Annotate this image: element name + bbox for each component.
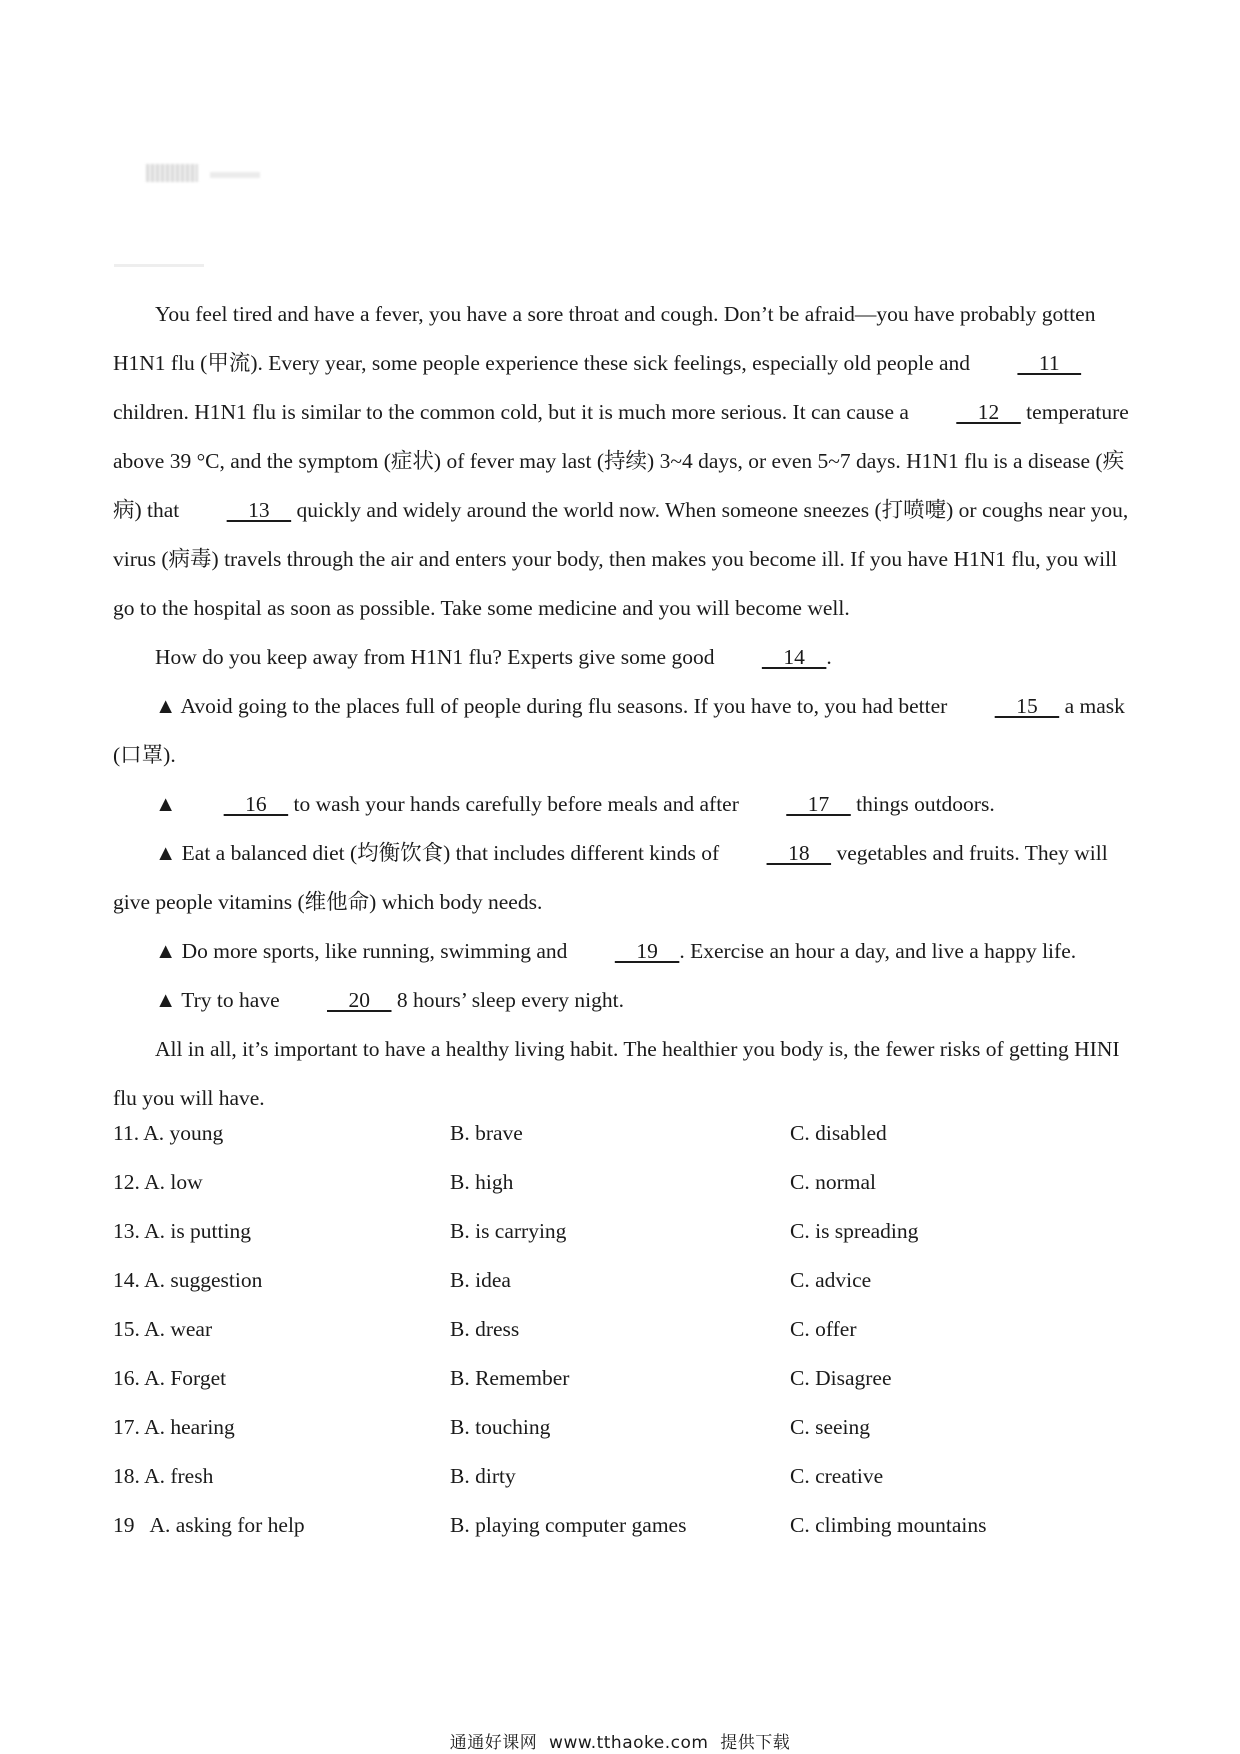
tip-3: ▲ Eat a balanced diet (均衡饮食) that includes different kinds of 18 vegetables and fruits. They will give people vitamins (维他命) which body needs.: [113, 829, 1133, 927]
tip-5: ▲ Try to have 20 8 hours’ sleep every night.: [113, 976, 1133, 1025]
option-row: [113, 1366, 1133, 1415]
page-footer: 通通好课网 www.tthaoke.com 提供下载: [449, 1733, 791, 1753]
option-c: C. Disagree: [790, 1366, 892, 1390]
option-c: C. seeing: [790, 1415, 871, 1439]
option-b: B. touching: [450, 1415, 551, 1439]
option-a: 13. A. is putting: [113, 1219, 251, 1243]
option-a: 19 A. asking for help: [113, 1513, 305, 1537]
option-b: B. dirty: [450, 1464, 516, 1488]
blank-18: 18: [766, 841, 832, 865]
option-a: 12. A. low: [113, 1170, 203, 1194]
option-b: B. dress: [450, 1317, 520, 1341]
option-c: C. climbing mountains: [790, 1513, 987, 1537]
option-c: C. is spreading: [790, 1219, 919, 1243]
option-a: 17. A. hearing: [113, 1415, 235, 1439]
blank-13: 13: [226, 498, 292, 522]
paragraph-2: How do you keep away from H1N1 flu? Experts give some good 14 .: [113, 633, 1133, 682]
option-b: B. brave: [450, 1121, 523, 1145]
option-b: B. idea: [450, 1268, 511, 1292]
option-row: [113, 1121, 1133, 1170]
option-c: C. creative: [790, 1464, 884, 1488]
option-b: B. playing computer games: [450, 1513, 687, 1537]
scan-artifact: [210, 172, 260, 178]
blank-14: 14: [761, 645, 827, 669]
blank-17: 17: [786, 792, 851, 816]
tip-2: ▲ 16 to wash your hands carefully before meals and after 17 things outdoors.: [113, 780, 1133, 829]
option-b: B. high: [450, 1170, 514, 1194]
option-a: 16. A. Forget: [113, 1366, 227, 1390]
option-row: [113, 1317, 1133, 1366]
option-row: [113, 1219, 1133, 1268]
option-a: 18. A. fresh: [113, 1464, 214, 1488]
tip-1: ▲ Avoid going to the places full of people during flu seasons. If you have to, you had better 15 a mask (口罩).: [113, 682, 1133, 780]
answer-options: [113, 1121, 1133, 1562]
paragraph-1: You feel tired and have a fever, you have a sore throat and cough. Don’t be afraid—you have probably gotten H1N1 flu (甲流). Every year, some people experience these sick feelings, especially old people and 11 children. H1N1 flu is similar to the common cold, but it is much more serious. It can cause a 12 temperature above 39 °C, and the symptom (症状) of fever may last (持续) 3~4 days, or even 5~7 days. H1N1 flu is a disease (疾病) that 13 quickly and widely around the world now. When someone sneezes (打喷嚏) or coughs near you, virus (病毒) travels through the air and enters your body, then makes you become ill. If you have H1N1 flu, you will go to the hospital as soon as possible. Take some medicine and you will become well.: [113, 302, 1129, 620]
option-row: [113, 1170, 1133, 1219]
option-a: 15. A. wear: [113, 1317, 213, 1341]
option-b: B. is carrying: [450, 1219, 567, 1243]
option-row: [113, 1464, 1133, 1513]
blank-11: 11: [1017, 351, 1082, 375]
cloze-passage: [113, 290, 1133, 1123]
blank-15: 15: [994, 694, 1060, 718]
blank-12: 12: [956, 400, 1021, 424]
option-c: C. normal: [790, 1170, 876, 1194]
option-a: 11. A. young: [113, 1121, 224, 1145]
blank-19: 19: [614, 939, 680, 963]
scan-artifact: [114, 264, 204, 267]
option-row: [113, 1513, 1133, 1562]
option-c: C. advice: [790, 1268, 872, 1292]
option-a: 14. A. suggestion: [113, 1268, 263, 1292]
blank-16: 16: [223, 792, 289, 816]
option-row: [113, 1268, 1133, 1317]
option-row: [113, 1415, 1133, 1464]
blank-20: 20: [327, 988, 392, 1012]
paragraph-conclusion: All in all, it’s important to have a healthy living habit. The healthier you body is, the fewer risks of getting HINI flu you will have.: [113, 1037, 1120, 1110]
tip-4: ▲ Do more sports, like running, swimming and 19 . Exercise an hour a day, and live a happy life.: [113, 927, 1133, 976]
option-b: B. Remember: [450, 1366, 570, 1390]
option-c: C. disabled: [790, 1121, 887, 1145]
scan-artifact: [146, 164, 198, 182]
option-c: C. offer: [790, 1317, 857, 1341]
